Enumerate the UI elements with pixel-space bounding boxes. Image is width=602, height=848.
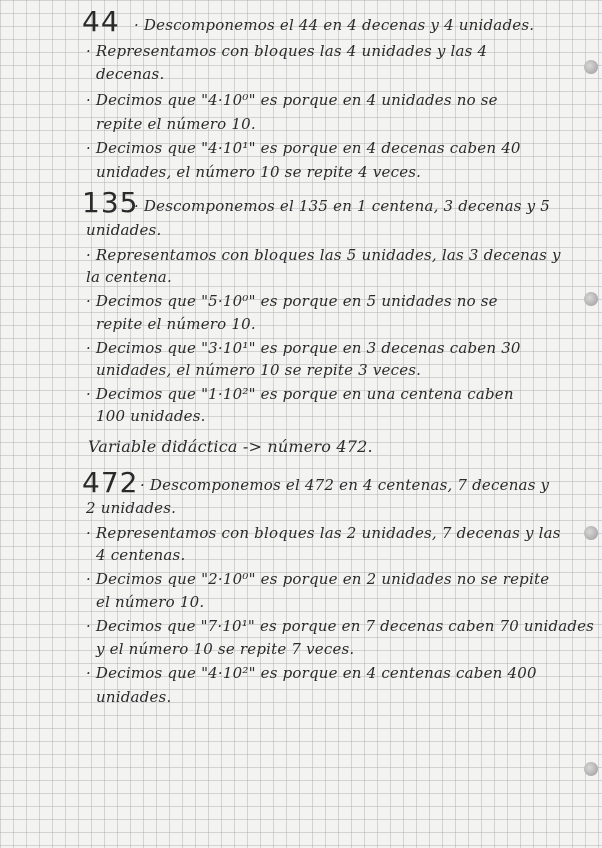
text-line: · Decimos que "4·10²" es porque en 4 centenas caben 400 <box>86 664 537 682</box>
section-number: 135 <box>82 186 139 219</box>
text-line: · Decimos que "2·10⁰" es porque en 2 unidades no se repite <box>86 570 550 588</box>
text-line: · Decimos que "1·10²" es porque en una centena caben <box>86 385 514 403</box>
text-line: 4 centenas. <box>96 546 186 564</box>
text-line: la centena. <box>86 268 172 286</box>
text-line: unidades, el número 10 se repite 3 veces. <box>96 361 422 379</box>
text-line: · Representamos con bloques las 4 unidades y las 4 <box>86 42 488 60</box>
text-line: · Representamos con bloques las 5 unidades, las 3 decenas y <box>86 246 561 264</box>
text-line: · Decimos que "4·10¹" es porque en 4 decenas caben 40 <box>86 139 521 157</box>
text-line: repite el número 10. <box>96 115 256 133</box>
text-line: unidades, el número 10 se repite 4 veces. <box>96 163 422 181</box>
section-number: 472 <box>82 466 139 499</box>
text-line: decenas. <box>96 65 165 83</box>
section-number: 44 <box>82 5 120 38</box>
text-line: 2 unidades. <box>86 499 177 517</box>
text-line: · Descomponemos el 135 en 1 centena, 3 decenas y 5 <box>134 197 551 215</box>
text-line: repite el número 10. <box>96 315 256 333</box>
text-line: y el número 10 se repite 7 veces. <box>96 640 355 658</box>
text-line: · Decimos que "3·10¹" es porque en 3 decenas caben 30 <box>86 339 521 357</box>
text-line: · Descomponemos el 472 en 4 centenas, 7 decenas y <box>140 476 550 494</box>
binder-hole <box>584 762 598 776</box>
text-line: · Descomponemos el 44 en 4 decenas y 4 unidades. <box>134 16 535 34</box>
didactic-variable-note: Variable didáctica -> número 472. <box>88 437 373 456</box>
text-line: 100 unidades. <box>96 407 206 425</box>
text-line: unidades. <box>96 688 172 706</box>
text-line: · Decimos que "5·10⁰" es porque en 5 unidades no se <box>86 292 498 310</box>
text-line: unidades. <box>86 221 162 239</box>
text-line: · Decimos que "7·10¹" es porque en 7 decenas caben 70 unidades <box>86 617 595 635</box>
text-line: el número 10. <box>96 593 205 611</box>
text-line: · Representamos con bloques las 2 unidades, 7 decenas y las <box>86 524 561 542</box>
text-line: · Decimos que "4·10⁰" es porque en 4 unidades no se <box>86 91 498 109</box>
